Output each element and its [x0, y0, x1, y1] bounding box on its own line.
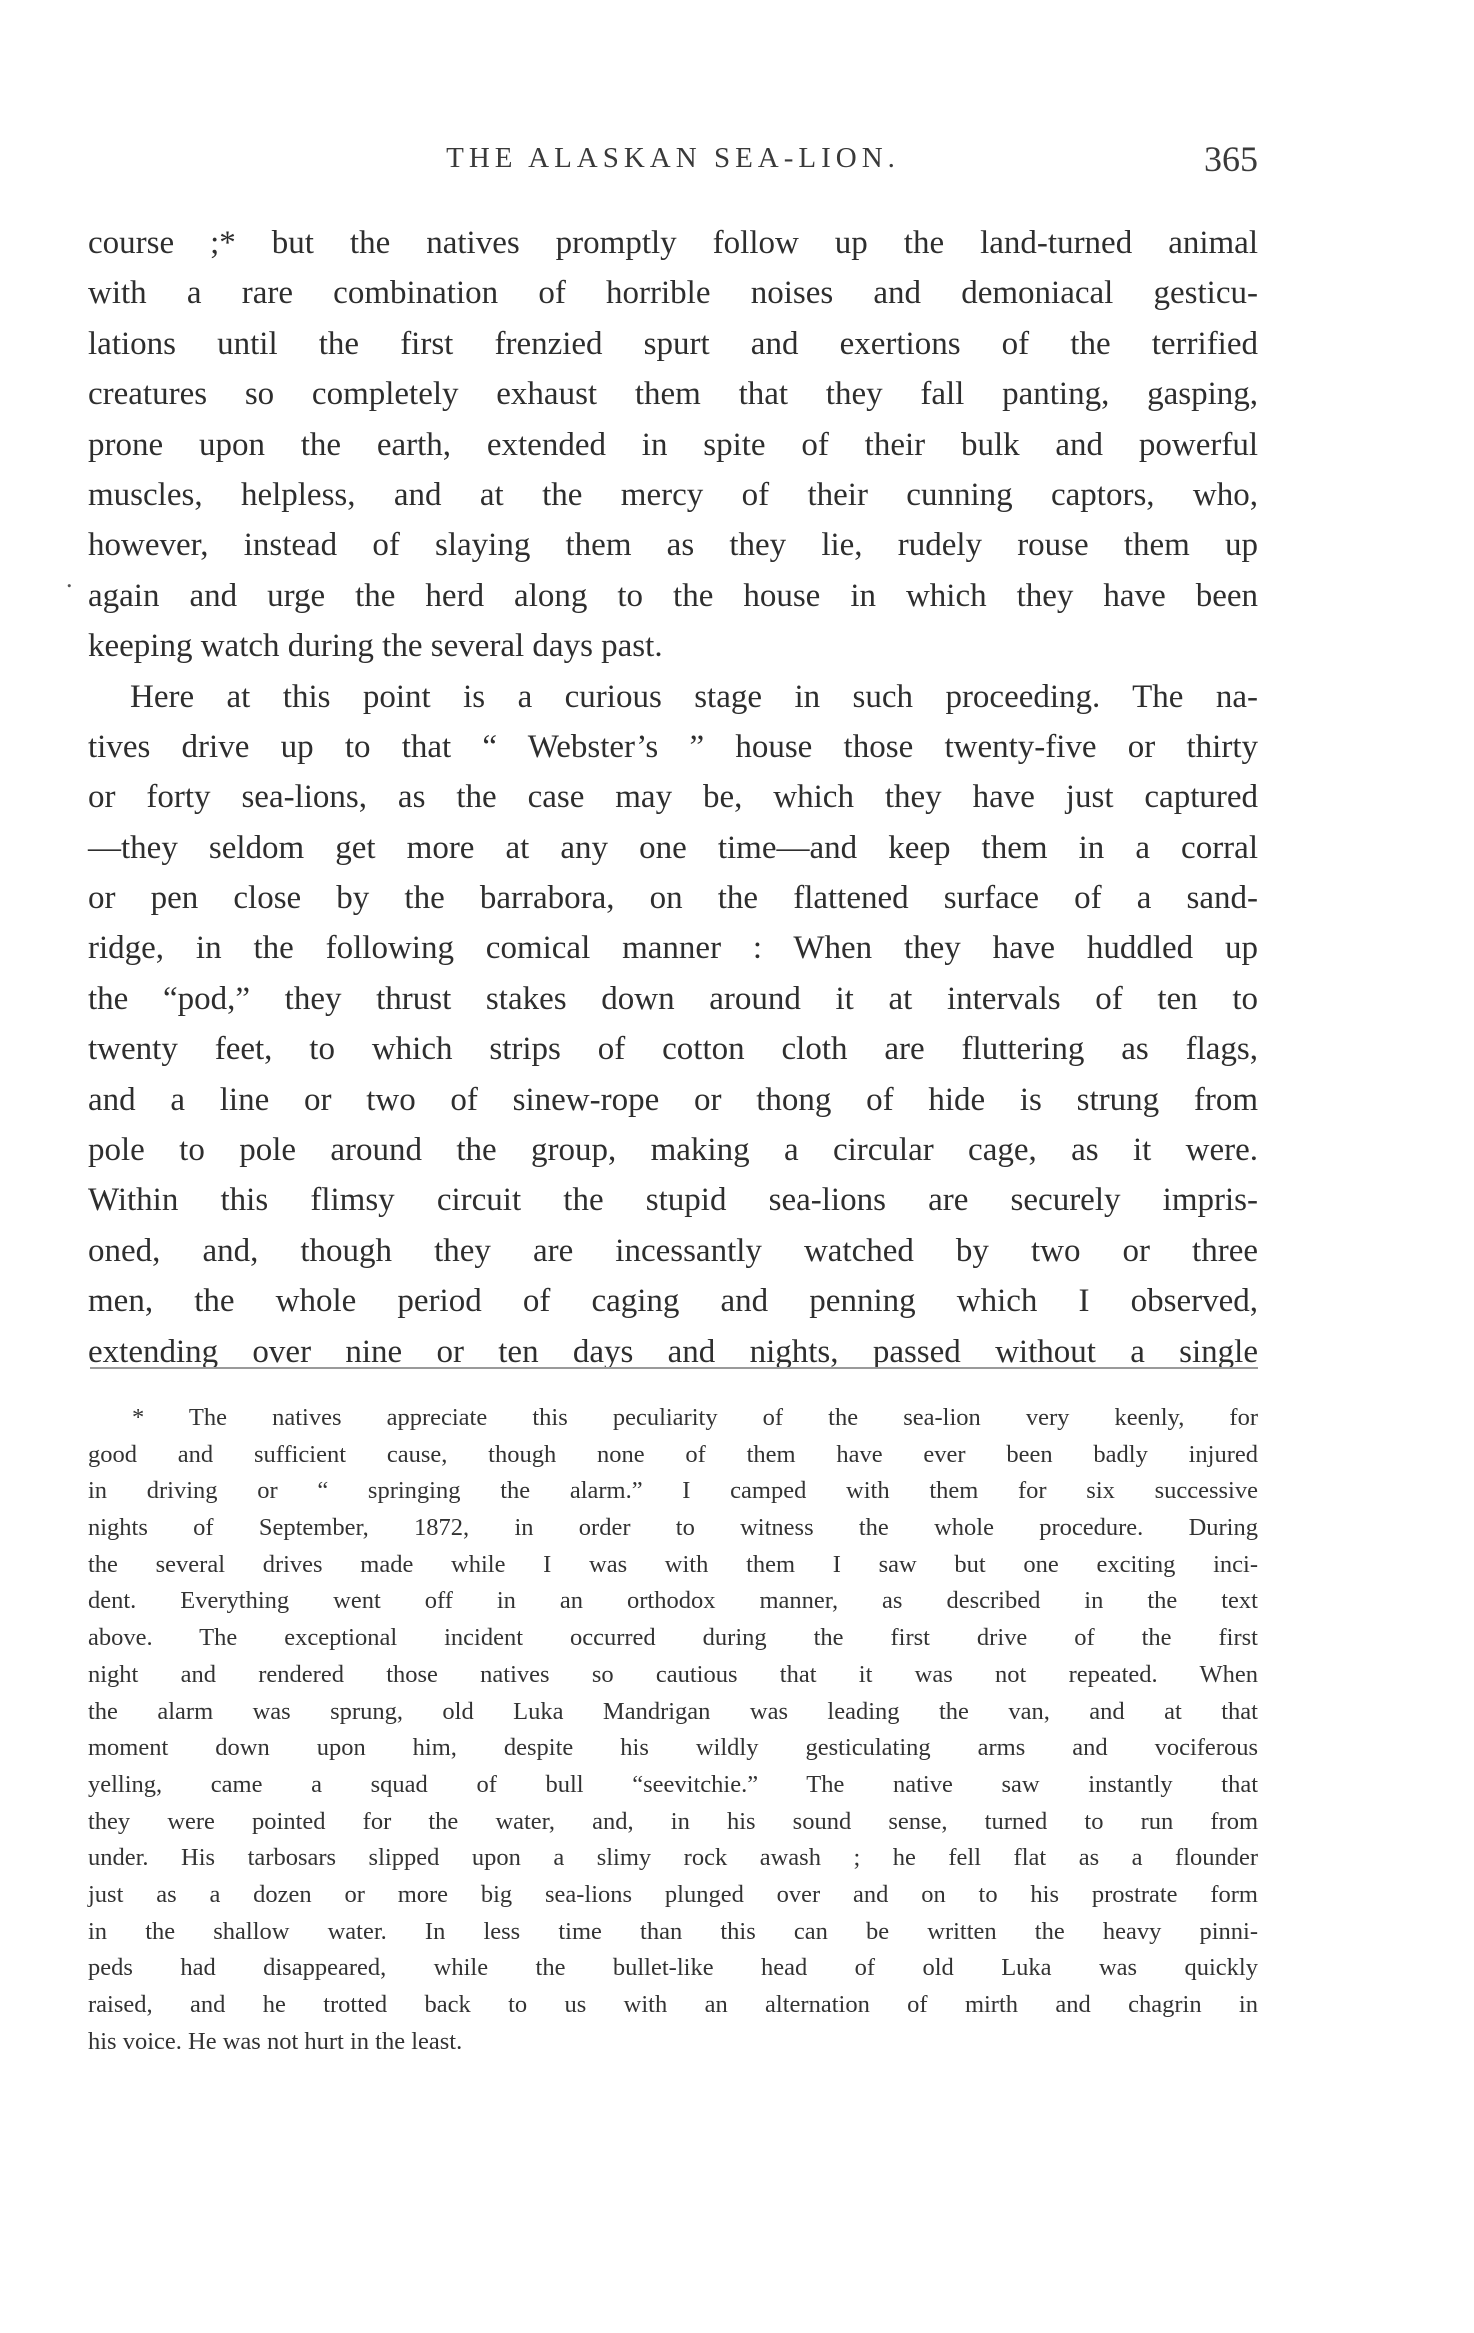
text-line: or forty sea-lions, as the case may be, which they have just captured: [88, 779, 1258, 816]
footnote-line: moment down upon him, despite his wildly gesticulating arms and vociferous: [88, 1734, 1258, 1762]
margin-mark: .: [66, 564, 73, 593]
text-line: prone upon the earth, extended in spite of their bulk and powerful: [88, 426, 1258, 463]
text-line: —they seldom get more at any one time—and keep them in a corral: [88, 829, 1258, 866]
footnote-line: nights of September, 1872, in order to witness the whole procedure. During: [88, 1514, 1258, 1542]
footnote-line: good and sufficient cause, though none of them have ever been badly injured: [88, 1440, 1258, 1468]
footnote-line: night and rendered those natives so cautious that it was not repeated. When: [88, 1660, 1258, 1688]
footnote-line: above. The exceptional incident occurred during the first drive of the first: [88, 1624, 1258, 1652]
text-line: muscles, helpless, and at the mercy of their cunning captors, who,: [88, 476, 1258, 513]
text-line: creatures so completely exhaust them that they fall panting, gasping,: [88, 376, 1258, 413]
footnote-line: just as a dozen or more big sea-lions plunged over and on to his prostrate form: [88, 1880, 1258, 1908]
footnote-line: the several drives made while I was with them I saw but one exciting inci-: [88, 1550, 1258, 1578]
text-line: the “pod,” they thrust stakes down around it at intervals of ten to: [88, 980, 1258, 1017]
footnote-line: dent. Everything went off in an orthodox manner, as described in the text: [88, 1587, 1258, 1615]
text-line: oned, and, though they are incessantly watched by two or three: [88, 1232, 1258, 1269]
text-line: Within this flimsy circuit the stupid sea-lions are securely impris-: [88, 1182, 1258, 1219]
text-line: pole to pole around the group, making a circular cage, as it were.: [88, 1132, 1258, 1169]
footnote-line: in driving or “ springing the alarm.” I camped with them for six successive: [88, 1477, 1258, 1505]
text-line: with a rare combination of horrible noises and demoniacal gesticu-: [88, 275, 1258, 312]
footnote-line: they were pointed for the water, and, in his sound sense, turned to run from: [88, 1807, 1258, 1835]
text-line: ridge, in the following comical manner : When they have huddled up: [88, 930, 1258, 967]
text-line: keeping watch during the several days past.: [88, 628, 663, 665]
text-line: men, the whole period of caging and penning which I observed,: [88, 1283, 1258, 1320]
footnote-line: his voice. He was not hurt in the least.: [88, 2027, 463, 2055]
footnote-line: in the shallow water. In less time than this can be written the heavy pinni-: [88, 1917, 1258, 1945]
main-text: [88, 218, 1258, 1377]
text-line: again and urge the herd along to the house in which they have been: [88, 577, 1258, 614]
text-line: lations until the first frenzied spurt and exertions of the terrified: [88, 325, 1258, 362]
footnote-line: yelling, came a squad of bull “seevitchie.” The native saw instantly that: [88, 1770, 1258, 1798]
footnote: [88, 1400, 1258, 2060]
running-title: THE ALASKAN SEA-LION.: [446, 142, 900, 174]
text-line: tives drive up to that “ Webster’s ” house those twenty-five or thirty: [88, 728, 1258, 765]
footnote-line: under. His tarbosars slipped upon a slimy rock awash ; he fell flat as a flounder: [88, 1844, 1258, 1872]
text-line: extending over nine or ten days and nights, passed without a single: [88, 1333, 1258, 1370]
footnote-line: raised, and he trotted back to us with an alternation of mirth and chagrin in: [88, 1991, 1258, 2018]
text-line: and a line or two of sinew-rope or thong of hide is strung from: [88, 1081, 1258, 1118]
footnote-divider: [90, 1367, 1258, 1369]
footnote-line: the alarm was sprung, old Luka Mandrigan was leading the van, and at that: [88, 1697, 1258, 1725]
text-line: course ;* but the natives promptly follow up the land-turned animal: [88, 225, 1258, 261]
text-line: however, instead of slaying them as they lie, rudely rouse them up: [88, 527, 1258, 564]
footnote-line: peds had disappeared, while the bullet-like head of old Luka was quickly: [88, 1954, 1258, 1982]
running-head: [88, 138, 1258, 188]
text-line: Here at this point is a curious stage in such proceeding. The na-: [130, 678, 1258, 715]
text-line: twenty feet, to which strips of cotton cloth are fluttering as flags,: [88, 1031, 1258, 1068]
text-line: or pen close by the barrabora, on the flattened surface of a sand-: [88, 880, 1258, 917]
page-number: 365: [1204, 139, 1258, 179]
footnote-line: * The natives appreciate this peculiarity of the sea-lion very keenly, for: [132, 1404, 1258, 1431]
